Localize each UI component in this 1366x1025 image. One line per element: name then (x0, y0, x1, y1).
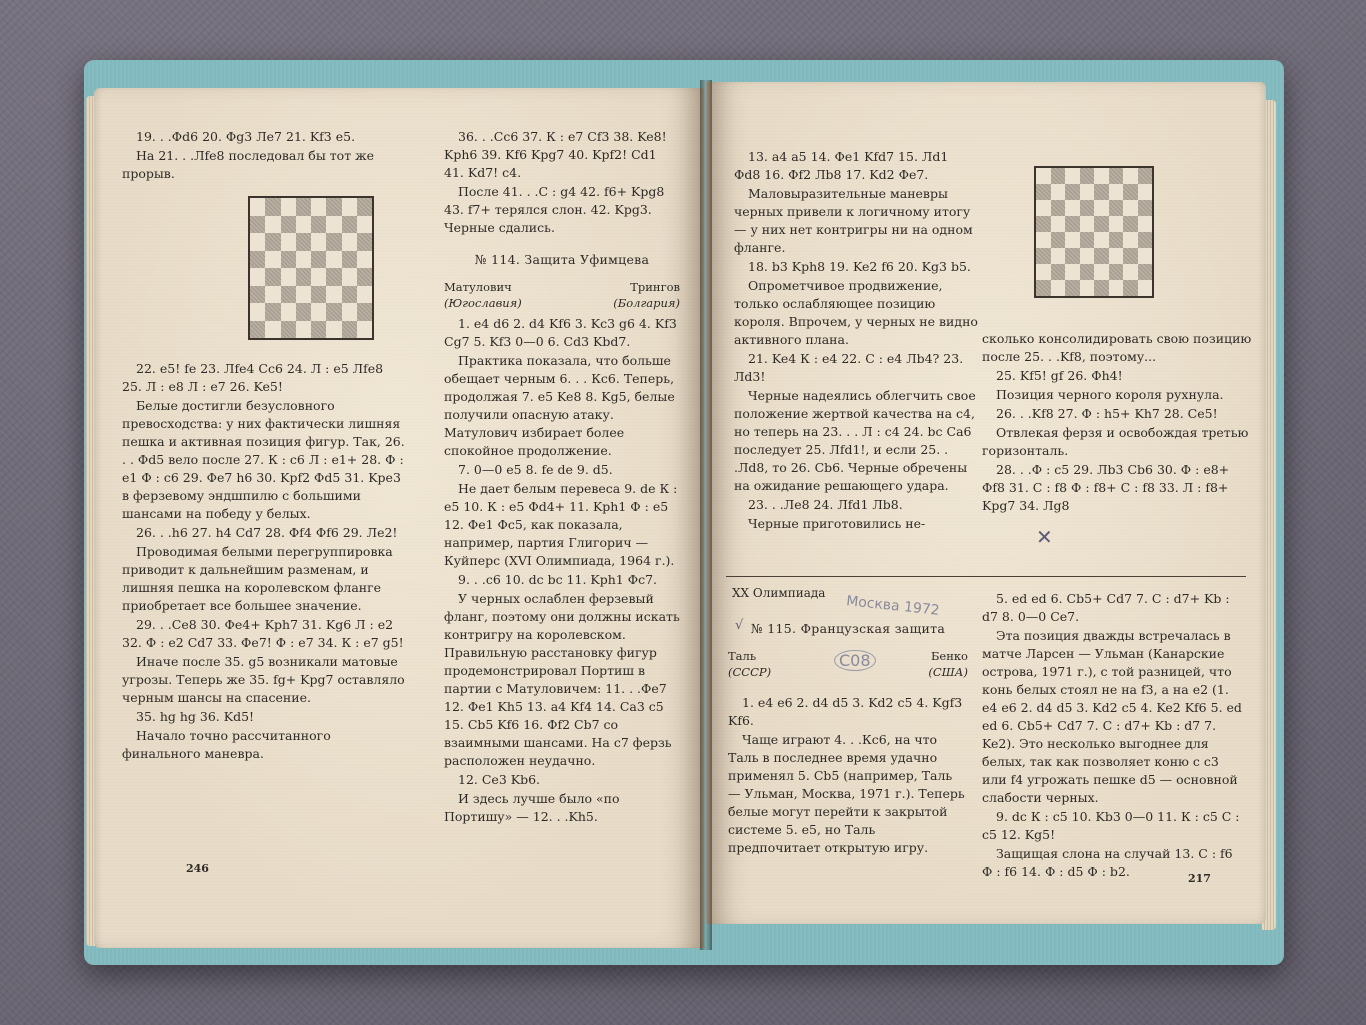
board-square (296, 303, 311, 321)
board-square (311, 268, 326, 286)
section-title: XX Олимпиада (732, 586, 826, 600)
pencil-note: Москва 1972 (845, 593, 941, 619)
text-paragraph: 12. Ce3 Kb6. (458, 772, 541, 787)
board-square (250, 198, 265, 216)
board-square (1123, 232, 1138, 248)
text-paragraph: 9. dc К : с5 10. Kb3 0—0 11. К : с5 С : с5 12. Kg5! (982, 809, 1240, 842)
left-column-2 (444, 128, 680, 827)
board-square (326, 233, 341, 251)
text-paragraph: Отвлекая ферзя и освобождая третью горизонталь. (982, 425, 1249, 458)
board-square (1080, 216, 1095, 232)
white-player: Матулович (444, 280, 512, 294)
board-square (1123, 200, 1138, 216)
board-square (1036, 264, 1051, 280)
board-square (1138, 280, 1153, 296)
text-paragraph: Чаще играют 4. . .Кс6, на что Таль в последнее время удачно применял 5. Cb5 (например, Таль — Ульман, Москва, 1971 г.). Теперь белые могут перейти к закрытой системе 5. е5, но Таль предпочитает открытую игру. (728, 732, 965, 855)
board-square (1051, 200, 1066, 216)
text-paragraph: 19. . .Фd6 20. Фg3 Ле7 21. Kf3 е5. (136, 129, 356, 144)
board-square (1036, 168, 1051, 184)
text-paragraph: Защищая слона на случай 13. С : f6 Ф : f6 14. Ф : d5 Ф : b2. (982, 846, 1233, 879)
black-player: Бенко (930, 649, 968, 663)
board-square (265, 251, 280, 269)
right-column-1 (734, 148, 978, 534)
board-square (1051, 248, 1066, 264)
text-paragraph: 35. hg hg 36. Kd5! (136, 709, 255, 724)
check-mark-icon: √ (735, 618, 744, 633)
game-header: № 115. Французская защита (750, 621, 946, 636)
text-paragraph: Черные приготовились не- (748, 516, 926, 531)
black-country: (США) (928, 665, 968, 679)
text-paragraph: 26. . .Kf8 27. Ф : h5+ Kh7 28. Ce5! (996, 406, 1218, 421)
board-square (1051, 168, 1066, 184)
board-square (296, 268, 311, 286)
text-paragraph: Маловыразительные маневры черных привели к логичному итогу — у них нет контригры ни на одном фланге. (734, 186, 973, 255)
text-paragraph: 23. . .Ле8 24. Лfd1 Лb8. (748, 497, 903, 512)
board-square (1123, 216, 1138, 232)
text-paragraph: 1. е4 d6 2. d4 Kf6 3. Kc3 g6 4. Kf3 Cg7 5. Kf3 0—0 6. Cd3 Kbd7. (444, 316, 677, 349)
text-paragraph: На 21. . .Лfe8 последовал бы тот же прорыв. (122, 148, 374, 181)
text-paragraph: 25. Kf5! gf 26. Фh4! (996, 368, 1123, 383)
board-square (296, 251, 311, 269)
board-square (357, 198, 372, 216)
board-square (311, 216, 326, 234)
board-square (326, 268, 341, 286)
text-paragraph: сколько консолидировать свою позицию после 25. . .Kf8, поэтому... (982, 331, 1252, 364)
text-paragraph: Начало точно рассчитанного финального маневра. (122, 728, 331, 761)
board-square (311, 233, 326, 251)
board-square (342, 286, 357, 304)
board-square (326, 198, 341, 216)
board-square (342, 268, 357, 286)
text-paragraph: Опрометчивое продвижение, только ослабляющее позицию короля. Впрочем, у черных не видно активного плана. (734, 278, 978, 347)
board-square (357, 303, 372, 321)
board-square (1123, 248, 1138, 264)
board-square (311, 286, 326, 304)
white-country: (СССР) (728, 665, 772, 679)
board-square (265, 303, 280, 321)
board-square (1138, 184, 1153, 200)
board-square (1065, 264, 1080, 280)
game-header: № 114. Защита Уфимцева (474, 252, 650, 267)
text-paragraph: Не дает белым перевеса 9. de К : е5 10. К : е5 Фd4+ 11. Kph1 Ф : е5 12. Фе1 Фс5, как показала, например, партия Глигорич — Куйперс (XVI Олимпиада, 1964 г.). (444, 481, 678, 568)
chess-diagram-left (248, 196, 374, 340)
board-square (311, 251, 326, 269)
players-row (444, 279, 680, 295)
board-square (1051, 216, 1066, 232)
board-square (1094, 264, 1109, 280)
board-square (1036, 280, 1051, 296)
board-square (1051, 184, 1066, 200)
text-paragraph: У черных ослаблен ферзевый фланг, поэтому они должны искать контригру на королевском. Правильную расстановку фигур продемонстрировал Портиш в партии с Матуловичем: 11. . .Фе7 12. Фе1 Kh5 13. а4 Kf4 14. Ca3 c5 15. Cb5 Kf6 16. Фf2 Cb7 со взаимными шансами. На с7 ферзь расположен неудачно. (444, 591, 680, 768)
right-column-2 (982, 330, 1252, 516)
board-square (250, 303, 265, 321)
pencil-note-circled: С08 (834, 650, 876, 671)
text-paragraph: 18. b3 Kph8 19. Ke2 f6 20. Kg3 b5. (748, 259, 971, 274)
board-square (265, 321, 280, 339)
text-paragraph: Черные надеялись облегчить свое положение жертвой качества на с4, но теперь на 23. . . Л : с4 24. bc Ca6 последует 25. Лfd1!, и если 25. . .Лd8, то 26. Cb6. Черные обречены на ожидание решающего удара. (734, 388, 976, 493)
text-paragraph: Позиция черного короля рухнула. (996, 387, 1224, 402)
board-square (296, 321, 311, 339)
board-square (357, 286, 372, 304)
board-square (1109, 248, 1124, 264)
board-square (357, 321, 372, 339)
board-square (1109, 280, 1124, 296)
board-square (1036, 248, 1051, 264)
book-gutter (700, 80, 712, 950)
board-square (1123, 280, 1138, 296)
page-number-left: 246 (186, 862, 209, 875)
board-square (250, 233, 265, 251)
board-square (281, 251, 296, 269)
board-square (1109, 232, 1124, 248)
board-square (357, 268, 372, 286)
countries-row (444, 295, 680, 311)
section-rule (726, 576, 1246, 577)
black-player: Трингов (630, 280, 680, 294)
board-square (281, 321, 296, 339)
board-square (1065, 280, 1080, 296)
text-paragraph: Белые достигли безусловного превосходства: у них фактически лишняя пешка и активная позиция фигур. Так, 26. . . Фd5 вело после 27. К : с6 Л : е1+ 28. Ф : е1 Ф : с6 29. Фе7 h6 30. Kpf2 Фd5 31. Kpe3 в ферзевому эндшпилю с большими шансами на победу у белых. (122, 398, 405, 521)
board-square (1094, 248, 1109, 264)
chess-diagram-right (1034, 166, 1154, 298)
board-square (281, 216, 296, 234)
board-square (265, 216, 280, 234)
board-square (1094, 184, 1109, 200)
board-square (1094, 232, 1109, 248)
board-square (281, 233, 296, 251)
board-square (1123, 264, 1138, 280)
board-square (326, 216, 341, 234)
board-square (1080, 184, 1095, 200)
text-paragraph: 13. а4 а5 14. Фе1 Kfd7 15. Лd1 Фd8 16. Фf2 Лb8 17. Kd2 Фе7. (734, 149, 949, 182)
board-square (342, 321, 357, 339)
board-square (342, 233, 357, 251)
board-square (250, 251, 265, 269)
board-square (1065, 184, 1080, 200)
board-square (265, 268, 280, 286)
board-square (1080, 232, 1095, 248)
board-square (1080, 168, 1095, 184)
board-square (1094, 200, 1109, 216)
board-square (281, 303, 296, 321)
text-paragraph: Иначе после 35. g5 возникали матовые угрозы. Теперь же 35. fg+ Kpg7 оставляло черным шансы на спасение. (122, 654, 405, 705)
board-square (296, 233, 311, 251)
board-square (1109, 216, 1124, 232)
white-country: (Югославия) (444, 296, 522, 310)
text-paragraph: 28. . .Ф : с5 29. Лb3 Cb6 30. Ф : е8+ Фf8 31. С : f8 Ф : f8+ С : f8 33. Л : f8+ Kpg7 34. Лg8 (982, 462, 1230, 513)
board-square (281, 268, 296, 286)
board-square (1123, 184, 1138, 200)
board-square (1138, 264, 1153, 280)
text-paragraph: После 41. . .С : g4 42. f6+ Kpg8 43. f7+ терялся слон. 42. Kpg3. Черные сдались. (444, 184, 665, 235)
board-square (1065, 216, 1080, 232)
board-square (250, 216, 265, 234)
text-paragraph: 9. . .с6 10. dc bc 11. Kph1 Фс7. (458, 572, 658, 587)
text-paragraph: И здесь лучше было «по Портишу» — 12. . .Kh5. (444, 791, 620, 824)
board-square (250, 286, 265, 304)
board-square (1051, 280, 1066, 296)
board-square (342, 198, 357, 216)
text-paragraph: 36. . .Cc6 37. К : е7 Cf3 38. Ke8! Kph6 39. Kf6 Kpg7 40. Kpf2! Cd1 41. Kd7! с4. (444, 129, 667, 180)
board-square (1138, 216, 1153, 232)
cross-mark-icon: ✕ (1036, 525, 1053, 549)
text-paragraph: 7. 0—0 е5 8. fe de 9. d5. (458, 462, 613, 477)
board-square (250, 268, 265, 286)
board-square (326, 286, 341, 304)
board-square (281, 286, 296, 304)
text-paragraph: Практика показала, что больше обещает черным 6. . . Кс6. Теперь, продолжая 7. е5 Ke8 8. Kg5, белые получили опасную атаку. Матулович избирает более спокойное продолжение. (444, 353, 675, 458)
board-square (1051, 232, 1066, 248)
board-square (311, 321, 326, 339)
board-square (357, 251, 372, 269)
black-country: (Болгария) (613, 296, 680, 310)
right-column-3 (728, 590, 968, 858)
text-paragraph: 1. е4 е6 2. d4 d5 3. Kd2 с5 4. Kgf3 Kf6. (728, 695, 963, 728)
page-number-right: 217 (1188, 872, 1211, 885)
right-column-4 (982, 590, 1244, 882)
text-paragraph: 21. Ke4 К : е4 22. С : е4 Лb4? 23. Лd3! (734, 351, 964, 384)
board-square (1065, 200, 1080, 216)
board-square (1109, 168, 1124, 184)
board-square (311, 303, 326, 321)
board-square (296, 216, 311, 234)
board-square (1051, 264, 1066, 280)
board-square (1138, 232, 1153, 248)
board-square (342, 251, 357, 269)
text-paragraph: 29. . .Ce8 30. Фe4+ Kph7 31. Kg6 Л : е2 32. Ф : е2 Cd7 33. Фе7! Ф : е7 34. К : е7 g5! (122, 617, 404, 650)
board-square (1094, 168, 1109, 184)
text-paragraph: Проводимая белыми перегруппировка приводит к дальнейшим разменам, и лишняя пешка на королевском фланге приобретает все большее значение. (122, 544, 393, 613)
board-square (342, 303, 357, 321)
board-square (1080, 264, 1095, 280)
board-square (1080, 280, 1095, 296)
board-square (1094, 280, 1109, 296)
board-square (296, 286, 311, 304)
board-square (296, 198, 311, 216)
board-square (1109, 264, 1124, 280)
text-paragraph: 22. e5! fe 23. Лfe4 Cc6 24. Л : е5 Лfe8 25. Л : е8 Л : е7 26. Ke5! (122, 361, 384, 394)
board-square (311, 198, 326, 216)
board-square (1138, 248, 1153, 264)
text-paragraph: Эта позиция дважды встречалась в матче Ларсен — Ульман (Канарские острова, 1971 г.), с той разницей, что конь белых стоял не на f3, а на е2 (1. е4 е6 2. d4 d5 3. Kd2 c5 4. Ke2 Kf6 5. ed ed 6. Cb5+ Cd7 7. С : d7+ Kb : d7 7. Ke2). Это несколько выгоднее для белых, так как позволяет коню с с3 или f4 угрожать пешке d5 — основной слабости черных. (982, 628, 1242, 805)
board-square (1036, 200, 1051, 216)
board-square (1138, 168, 1153, 184)
text-paragraph: 26. . .h6 27. h4 Cd7 28. Фf4 Фf6 29. Ле2! (136, 525, 398, 540)
board-square (1109, 184, 1124, 200)
board-square (1138, 200, 1153, 216)
board-square (1094, 216, 1109, 232)
white-player: Таль (728, 649, 757, 663)
board-square (250, 321, 265, 339)
text-paragraph: 5. ed ed 6. Cb5+ Cd7 7. С : d7+ Kb : d7 8. 0—0 Се7. (982, 591, 1230, 624)
board-square (1065, 168, 1080, 184)
board-square (1123, 168, 1138, 184)
board-square (1065, 248, 1080, 264)
board-square (326, 251, 341, 269)
board-square (1036, 184, 1051, 200)
board-square (357, 216, 372, 234)
board-square (326, 303, 341, 321)
board-square (1109, 200, 1124, 216)
board-square (357, 233, 372, 251)
board-square (1036, 216, 1051, 232)
board-square (326, 321, 341, 339)
board-square (281, 198, 296, 216)
board-square (342, 216, 357, 234)
board-square (265, 286, 280, 304)
board-square (1065, 232, 1080, 248)
board-square (1080, 200, 1095, 216)
board-square (265, 233, 280, 251)
board-square (265, 198, 280, 216)
board-square (1036, 232, 1051, 248)
board-square (1080, 248, 1095, 264)
